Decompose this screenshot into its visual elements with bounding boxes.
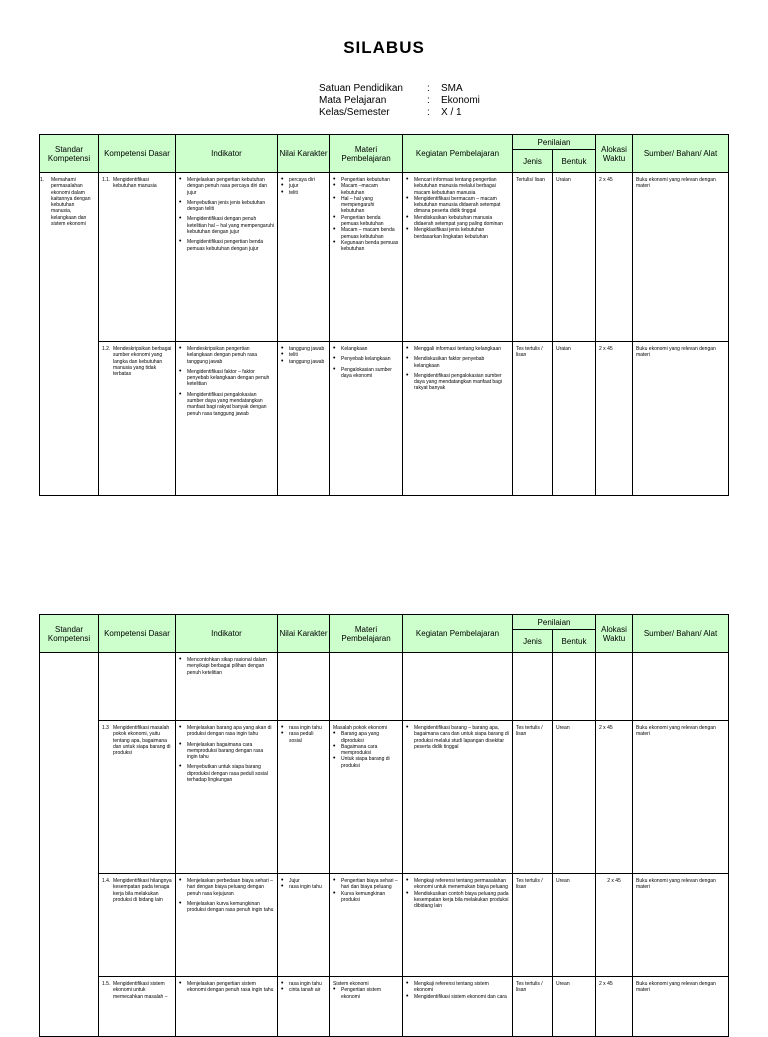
header-kompetensi: Kompetensi Dasar bbox=[99, 135, 176, 173]
list-item: • Menjelaskan pengertian kebutuhan dengan penuh rasa percaya diri dan jujur bbox=[179, 177, 274, 196]
kompetensi-cell bbox=[99, 874, 176, 977]
header-materi: Materi Pembelajaran bbox=[330, 135, 403, 173]
sumber-cell bbox=[633, 653, 729, 721]
info-value: X / 1 bbox=[441, 107, 462, 118]
list-item: • Mengidentifikasi pengertian benda pemuas kebutuhan dengan jujur bbox=[179, 239, 274, 252]
list-item: • percaya diri bbox=[281, 177, 326, 183]
info-label: Satuan Pendidikan bbox=[319, 83, 403, 94]
header-materi: Materi Pembelajaran bbox=[330, 615, 403, 653]
alokasi-cell bbox=[596, 874, 633, 977]
materi-cell bbox=[330, 874, 403, 977]
header-kompetensi: Kompetensi Dasar bbox=[99, 615, 176, 653]
indikator-cell bbox=[176, 721, 278, 874]
alokasi-text: 2 x 45 bbox=[599, 981, 613, 987]
jenis-text: Tes tertulis / lisan bbox=[516, 878, 543, 891]
materi-cell bbox=[330, 173, 403, 342]
materi-cell bbox=[330, 977, 403, 1037]
list-item: • Mendiskusikan kebutuhan manusia didaerah setempat yang paling dominan bbox=[406, 215, 509, 228]
header-bentuk: Bentuk bbox=[553, 150, 596, 173]
document-info bbox=[319, 83, 480, 119]
list-item: • Mendeskripsikan pengertian kelangkaan dengan penuh rasa tanggung jawab bbox=[179, 346, 274, 365]
header-sumber: Sumber/ Bahan/ Alat bbox=[633, 615, 729, 653]
list-item: • Mengidentifikasi pengalokasian sumber daya yang mendatangkan manfaat bagi rakyat banyak dengan penuh rasa tanggung jawab bbox=[179, 392, 274, 417]
header-indikator: Indikator bbox=[176, 135, 278, 173]
list-item: • Mengidentifikasi barang – barang apa, bagaimana cara dan untuk siapa barang di produksi melalui studi lapangan disekitar peserta didik tinggal bbox=[406, 725, 509, 750]
list-item: • Mengidentifikasi sistem ekonomi dan cara bbox=[406, 994, 509, 1000]
list-item: • Pengertian kebutuhan bbox=[333, 177, 399, 183]
kompetensi-text: Mengidentifikasi masalah pokok ekonomi, yaitu tentang apa, bagaimana dan untuk siapa barang di produksi bbox=[113, 725, 171, 757]
list-item: • Mengklasifikasi jenis kebutuhan berdasarkan lingkatan kebutuhan bbox=[406, 227, 509, 240]
list-item: • Pengertian benda pemuas kebutuhan bbox=[333, 215, 399, 228]
list-item: • cinta tanah air bbox=[281, 987, 326, 993]
header-nilai: Nilai Karakter bbox=[278, 615, 330, 653]
indikator-cell bbox=[176, 342, 278, 496]
materi-intro: Masalah pokok ekonomi bbox=[333, 725, 387, 731]
bentuk-cell bbox=[553, 874, 596, 977]
jenis-cell bbox=[513, 874, 553, 977]
materi-cell bbox=[330, 342, 403, 496]
info-colon: : bbox=[427, 107, 430, 118]
indikator-cell bbox=[176, 173, 278, 342]
kompetensi-number: 1.3 bbox=[102, 725, 109, 731]
list-item: • Mendiskusikan contoh biaya peluang pada kesempatan kerja bila melakukan produksi dibidang lain bbox=[406, 891, 509, 910]
list-item: • Mengkaji referensi tentang permasalahan ekonomi untuk menemukan biaya peluang bbox=[406, 878, 509, 891]
list-item: • Macam – macam benda pemuas kebutuhan bbox=[333, 227, 399, 240]
list-item: • Mendiskusikan faktor penyebab kelangkaan bbox=[406, 356, 509, 369]
list-item: • rasa peduli sosial bbox=[281, 731, 326, 744]
list-item: • Untuk siapa barang di produksi bbox=[333, 756, 399, 769]
kegiatan-cell bbox=[403, 173, 513, 342]
kompetensi-number: 1.1. bbox=[102, 177, 111, 183]
alokasi-text: 2 x 45 bbox=[599, 346, 613, 352]
list-item: • Mengkaji referensi tentang sistem ekonomi bbox=[406, 981, 509, 994]
kompetensi-text: Mengidentifikasi kebutuhan manusia bbox=[113, 177, 157, 190]
list-item: • Menjelaskan barang apa yang akan di produksi dengan rasa ingin tahu bbox=[179, 725, 274, 738]
sumber-cell bbox=[633, 342, 729, 496]
bentuk-text: Urean bbox=[556, 981, 570, 987]
materi-cell bbox=[330, 653, 403, 721]
list-item: • Mencontohkan sikap rasional dalam menyikapi berbagai pilihan dengan penuh ketelitian bbox=[179, 657, 274, 676]
list-item: • Menyebutkan untuk siapa barang diproduksi dengan rasa peduli sosial terhadap lingkungan bbox=[179, 764, 274, 783]
list-item: • Menjelaskan pengertian sistem ekonomi dengan penuh rasa ingin tahu bbox=[179, 981, 274, 994]
syllabus-table-2 bbox=[39, 614, 729, 1037]
list-item: • Kegunaan benda pemuas kebutuhan bbox=[333, 240, 399, 253]
alokasi-cell bbox=[596, 653, 633, 721]
sumber-text: Buku ekonomi yang relevan dengan materi bbox=[636, 177, 716, 190]
bentuk-text: Uraian bbox=[556, 346, 571, 352]
sumber-text: Buku ekonomi yang relevan dengan materi bbox=[636, 346, 716, 359]
kegiatan-cell bbox=[403, 721, 513, 874]
header-jenis: Jenis bbox=[513, 630, 553, 653]
bentuk-text: Uraian bbox=[556, 177, 571, 183]
alokasi-text: 2 x 45 bbox=[607, 878, 621, 884]
info-colon: : bbox=[427, 95, 430, 106]
standar-number: 1. bbox=[40, 177, 45, 183]
bentuk-cell bbox=[553, 721, 596, 874]
standar-cell bbox=[40, 173, 99, 496]
jenis-cell bbox=[513, 977, 553, 1037]
jenis-text: Tes tertulis / lisan bbox=[516, 725, 543, 738]
list-item: • teliti bbox=[281, 190, 326, 196]
list-item: • Kelangkaan bbox=[333, 346, 399, 352]
indikator-cell bbox=[176, 874, 278, 977]
header-penilaian: Penilaian bbox=[513, 135, 596, 150]
nilai-cell bbox=[278, 977, 330, 1037]
info-row-mapel bbox=[319, 95, 480, 107]
list-item: • Mengidentifikasi faktor – faktor penyebab kelangkaan dengan penuh ketelitian bbox=[179, 369, 274, 388]
header-sumber: Sumber/ Bahan/ Alat bbox=[633, 135, 729, 173]
kompetensi-text: Mendeskripsikan berbagai sumber ekonomi yang langka dan kebutuhan manusia yang tidak terbatas bbox=[113, 346, 172, 378]
list-item: • Pengertian sistem ekonomi bbox=[333, 987, 399, 1000]
list-item: • Pengertian biaya sehari – hari dan biaya peluang bbox=[333, 878, 399, 891]
header-bentuk: Bentuk bbox=[553, 630, 596, 653]
indikator-cell bbox=[176, 977, 278, 1037]
info-row-satuan bbox=[319, 83, 480, 95]
sumber-text: Buku ekonomi yang relevan dengan materi bbox=[636, 878, 716, 891]
alokasi-cell bbox=[596, 721, 633, 874]
list-item: • Hal – hal yang mempengaruhi kebutuhan bbox=[333, 196, 399, 215]
list-item: • Mencari informasi tentang pengertian kebutuhan manusia melalui berbagai macam kebutuhan manusia bbox=[406, 177, 509, 196]
list-item: • Jujur bbox=[281, 878, 326, 884]
sumber-cell bbox=[633, 977, 729, 1037]
jenis-cell bbox=[513, 173, 553, 342]
header-indikator: Indikator bbox=[176, 615, 278, 653]
jenis-text: Tes tertulis / lisan bbox=[516, 981, 543, 994]
list-item: • rasa ingin tahu bbox=[281, 725, 326, 731]
kompetensi-number: 1.5. bbox=[102, 981, 111, 987]
info-label: Mata Pelajaran bbox=[319, 95, 387, 106]
kompetensi-text: Mengidentifikasi sistem ekonomi untuk memecahkan masalah – bbox=[113, 981, 168, 1000]
standar-cell bbox=[40, 653, 99, 1037]
sumber-cell bbox=[633, 721, 729, 874]
sumber-cell bbox=[633, 874, 729, 977]
info-value: Ekonomi bbox=[441, 95, 480, 106]
kegiatan-cell bbox=[403, 342, 513, 496]
kegiatan-cell bbox=[403, 874, 513, 977]
header-kegiatan: Kegiatan Pembelajaran bbox=[403, 615, 513, 653]
alokasi-cell bbox=[596, 342, 633, 496]
bentuk-cell bbox=[553, 342, 596, 496]
kompetensi-text: Mengidentifikasi hilangnya kesempatan pada tenaga kerja bila melakukan produksi di bidang lain bbox=[113, 878, 172, 903]
nilai-cell bbox=[278, 653, 330, 721]
list-item: • Menjelaskan kurva kemungkinan produksi dengan rasa penuh ingin tahu bbox=[179, 901, 274, 914]
indikator-cell bbox=[176, 653, 278, 721]
header-standar: Standar Kompetensi bbox=[40, 615, 99, 653]
syllabus-table-1 bbox=[39, 134, 729, 496]
list-item: • Mengidentifikasi pengalokasian sumber daya yang mendatangkan manfaat bagi rakyat banyak bbox=[406, 373, 509, 392]
alokasi-text: 2 x 45 bbox=[599, 725, 613, 731]
sumber-text: Buku ekonomi yang relevan dengan materi bbox=[636, 725, 716, 738]
standar-text: Memahami permasalahan ekonomi dalam kaitannya dengan kebutuhan manusia, kelangkaan dan sistem ekonomi bbox=[51, 177, 91, 228]
kompetensi-cell bbox=[99, 721, 176, 874]
alokasi-cell bbox=[596, 173, 633, 342]
list-item: • teliti bbox=[281, 352, 326, 358]
header-jenis: Jenis bbox=[513, 150, 553, 173]
nilai-cell bbox=[278, 342, 330, 496]
list-item: • Menjelaskan bagaimana cara memproduksi barang dengan rasa ingin tahu bbox=[179, 742, 274, 761]
alokasi-text: 2 x 45 bbox=[599, 177, 613, 183]
list-item: • rasa ingin tahu bbox=[281, 884, 326, 890]
materi-intro: Sistem ekonomi bbox=[333, 981, 369, 987]
kompetensi-cell bbox=[99, 342, 176, 496]
header-alokasi: Alokasi Waktu bbox=[596, 615, 633, 653]
list-item: • Penyebab kelangkaan bbox=[333, 356, 399, 362]
info-value: SMA bbox=[441, 83, 463, 94]
sumber-cell bbox=[633, 173, 729, 342]
kegiatan-cell bbox=[403, 653, 513, 721]
nilai-cell bbox=[278, 874, 330, 977]
list-item: • tanggung jawab bbox=[281, 346, 326, 352]
bentuk-cell bbox=[553, 977, 596, 1037]
alokasi-cell bbox=[596, 977, 633, 1037]
kompetensi-cell bbox=[99, 653, 176, 721]
list-item: • Barang apa yang diproduksi bbox=[333, 731, 399, 744]
list-item: • Menyebutkan jenis jenis kebutuhan dengan teliti bbox=[179, 200, 274, 213]
list-item: • Kurva kemungkinan produksi bbox=[333, 891, 399, 904]
kompetensi-number: 1.4. bbox=[102, 878, 111, 884]
nilai-cell bbox=[278, 721, 330, 874]
list-item: • Mengidentifikasi bermacam – macam kebutuhan manusia didaerah setempat dimana peserta didik tinggal bbox=[406, 196, 509, 215]
materi-cell bbox=[330, 721, 403, 874]
kompetensi-number: 1.2. bbox=[102, 346, 111, 352]
sumber-text: Buku ekonomi yang relevan dengan materi bbox=[636, 981, 716, 994]
bentuk-text: Urean bbox=[556, 725, 570, 731]
kompetensi-cell bbox=[99, 977, 176, 1037]
list-item: • Mengidentifikasi dengan penuh ketelitian hal – hal yang mempengaruhi kebutuhan dengan jujur bbox=[179, 216, 274, 235]
jenis-text: Tes tertulis / lisan bbox=[516, 346, 543, 359]
header-kegiatan: Kegiatan Pembelajaran bbox=[403, 135, 513, 173]
list-item: • rasa ingin tahu bbox=[281, 981, 326, 987]
list-item: • Menggali informasi tentang kelangkaan bbox=[406, 346, 509, 352]
header-nilai: Nilai Karakter bbox=[278, 135, 330, 173]
header-standar: Standar Kompetensi bbox=[40, 135, 99, 173]
info-colon: : bbox=[427, 83, 430, 94]
jenis-cell bbox=[513, 653, 553, 721]
list-item: • Menjelaskan perbedaan biaya sehari – hari dengan biaya peluang dengan penuh rasa kejujuran bbox=[179, 878, 274, 897]
info-row-kelas bbox=[319, 107, 480, 119]
list-item: • Bagaimana cara memproduksi bbox=[333, 744, 399, 757]
list-item: • tanggung jawab bbox=[281, 359, 326, 365]
jenis-cell bbox=[513, 721, 553, 874]
header-alokasi: Alokasi Waktu bbox=[596, 135, 633, 173]
kegiatan-cell bbox=[403, 977, 513, 1037]
jenis-cell bbox=[513, 342, 553, 496]
list-item: • Pengalokasian sumber daya ekonomi bbox=[333, 367, 399, 380]
document-title: SILABUS bbox=[343, 38, 425, 57]
list-item: • Macam –macam kebutuhan bbox=[333, 183, 399, 196]
bentuk-text: Urean bbox=[556, 878, 570, 884]
jenis-text: Tertulis/ lisan bbox=[516, 177, 545, 183]
nilai-cell bbox=[278, 173, 330, 342]
bentuk-cell bbox=[553, 173, 596, 342]
kompetensi-cell bbox=[99, 173, 176, 342]
info-label: Kelas/Semester bbox=[319, 107, 390, 118]
bentuk-cell bbox=[553, 653, 596, 721]
header-penilaian: Penilaian bbox=[513, 615, 596, 630]
list-item: • jujur bbox=[281, 183, 326, 189]
